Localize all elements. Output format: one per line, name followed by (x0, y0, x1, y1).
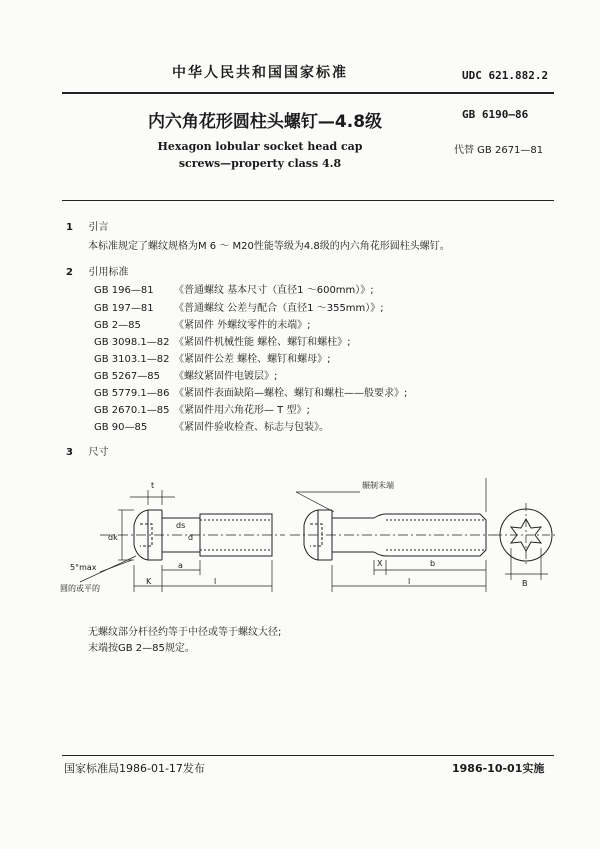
label-5max: 5°max (70, 563, 97, 572)
note-line-2: 末端按GB 2—85规定。 (88, 643, 195, 654)
reference-code: GB 2670.1—85 (94, 405, 170, 416)
label-dk: dk (108, 533, 118, 542)
label-ds: ds (176, 521, 186, 530)
title-en-line1: Hexagon lobular socket head cap (157, 140, 363, 153)
reference-code: GB 3098.1—82 (94, 337, 170, 348)
reference-code: GB 5267—85 (94, 371, 160, 382)
footer-rule (62, 755, 554, 756)
gb-number: GB 6190—86 (462, 108, 529, 121)
reference-code: GB 197—81 (94, 303, 154, 314)
section-3-number: 3 (66, 447, 73, 458)
reference-code: GB 2—85 (94, 320, 141, 331)
reference-title: 《螺纹紧固件电镀层》; (174, 371, 278, 382)
effective-date: 1986-10-01实施 (452, 762, 545, 775)
reference-code: GB 5779.1—86 (94, 388, 170, 399)
note-line-1: 无螺纹部分杆径约等于中径或等于螺纹大径; (88, 627, 282, 638)
section-2-number: 2 (66, 267, 73, 278)
label-round-or-flat: 圆的或平的 (60, 584, 100, 593)
label-K: K (146, 577, 152, 586)
replaces-note: 代替 GB 2671—81 (454, 145, 544, 156)
label-B: B (522, 579, 528, 588)
section-1-number: 1 (66, 222, 73, 233)
label-a: a (178, 561, 183, 570)
section-1-text: 本标准规定了螺纹规格为M 6 ～ M20性能等级为4.8级的内六角花形圆柱头螺钉。 (88, 241, 450, 252)
section-3-title: 尺寸 (88, 447, 109, 458)
label-rolled-end: 辗制末端 (362, 481, 394, 490)
title-en-line2: screws—property class 4.8 (178, 157, 342, 170)
section-2-title: 引用标准 (88, 267, 129, 278)
label-l: l (214, 577, 217, 586)
national-standard-heading: 中华人民共和国国家标准 (172, 65, 348, 81)
reference-title: 《紧固件公差 螺栓、螺钉和螺母》; (174, 354, 331, 365)
reference-title: 《普通螺纹 基本尺寸（直径1 ～600mm）》; (174, 285, 374, 296)
label-b: b (430, 559, 436, 568)
section-1-title: 引言 (88, 222, 109, 233)
reference-title: 《紧固件用六角花形— T 型》; (174, 405, 310, 416)
reference-title: 《普通螺纹 公差与配合（直径1 ～355mm）》; (174, 303, 384, 314)
label-X: X (377, 559, 383, 568)
label-d: d (188, 533, 194, 542)
label-t: t (151, 481, 155, 490)
reference-code: GB 3103.1—82 (94, 354, 170, 365)
issued-date: 国家标准局1986-01-17发布 (64, 762, 205, 775)
label-l2: l (408, 577, 411, 586)
reference-title: 《紧固件表面缺陷—螺栓、螺钉和螺柱——般要求》; (174, 388, 408, 399)
reference-code: GB 90—85 (94, 422, 148, 433)
udc-code: UDC 621.882.2 (462, 69, 549, 82)
reference-title: 《紧固件机械性能 螺栓、螺钉和螺柱》; (174, 337, 351, 348)
title-cn: 内六角花形圆柱头螺钉—4.8级 (147, 112, 383, 132)
reference-code: GB 196—81 (94, 285, 154, 296)
reference-title: 《紧固件 外螺纹零件的末端》; (174, 320, 311, 331)
reference-title: 《紧固件验收检查、标志与包装》。 (174, 422, 329, 433)
